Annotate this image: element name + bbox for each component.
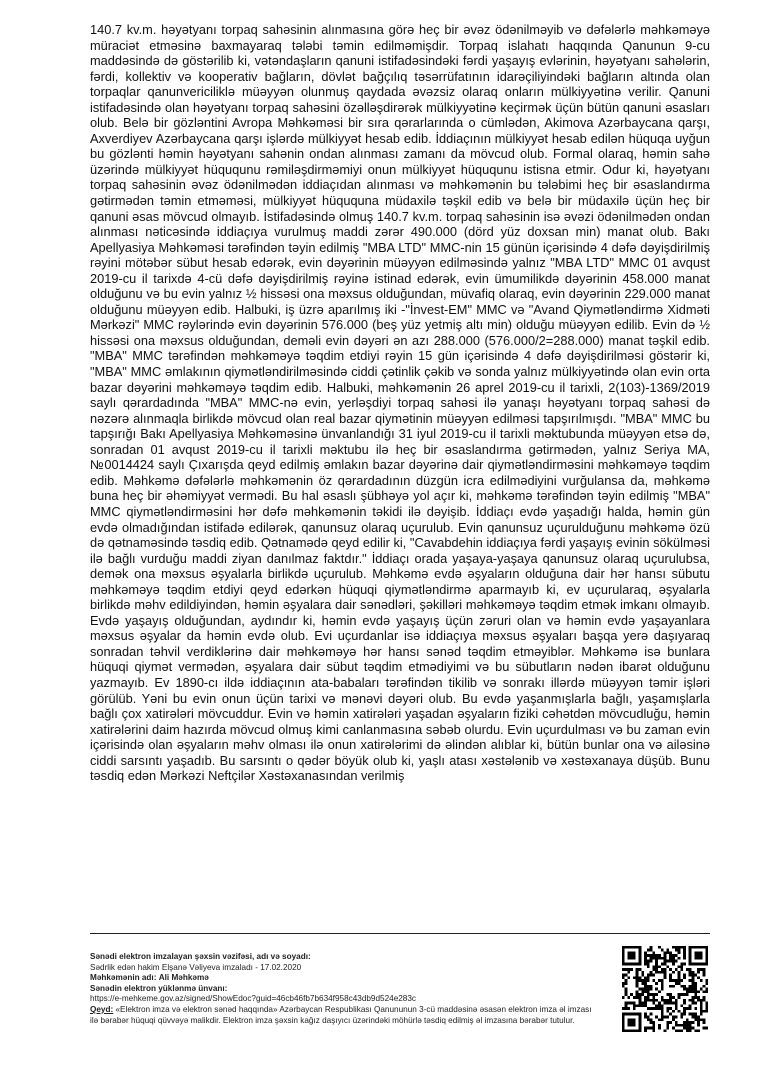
legal-note — [90, 1005, 595, 1026]
document-body-text: 140.7 kv.m. həyətyanı torpaq sahəsinin alınmasına görə heç bir əvəz ödənilməyib və dəfələrlə məhkəməyə müraciət etməsinə baxmayaraq tələbi təmin edilməmişdir. Torpaq islahatı haqqında Qanunun 9-cu maddəsində də göstərilib ki, vətəndaşların qanuni istifadəsindəki fərdi yaşayış evlərinin, həyətyanı sahələrin, fərdi, kollektiv və kooperativ bağların, dövlət bağçılıq təsərrüfatının idarəçiliyindəki bağların altında olan torpaqlar qanunvericiliklə müəyyən olunmuş qaydada əvəzsiz olaraq onların mülkiyyətinə verilir. Qanuni istifadəsində olan həyətyanı torpaq sahəsini özəlləşdirərək mülkiyyətinə keçirmək üçün bütün qanuni əsasları olub. Belə bir gözləntini Avropa Məhkəməsi bir sıra qərarlarında o cümlədən, Akimova Azərbaycana qarşı, Axverdiyev Azərbaycana qarşı işlərdə mülkiyyət hesab edib. İddiaçının mülkiyyət hesab edilən hüquqa uyğun bu gözlənti həmin həyətyanı sahənin ondan alınması zamanı da mövcud olub. Formal olaraq, həmin sahə üzərində mülkiyyət hüququnu rəmiləşdirməmiyi onun mülkiyyət hüququnu istisna etmir. Odur ki, həyətyanı torpaq sahəsinin əvəz ödənilmədən iddiaçıdan alınması və məhkəmənin bu tələbimi heç bir əsaslandırma gətirmədən təmin etməməsi, mülkiyyət hüququna müdaxilə təşkil edib və belə bir müdaxilə üçün heç bir qanuni əsas mövcud olmayıb. İstifadəsində olmuş 140.7 kv.m. torpaq sahəsinin isə əvəzi ödənilmədən ondan alınması nəticəsində iddiaçıya vurulmuş maddi zərər 490.000 (dörd yüz doxsan min) manat olub. Bakı Apellyasiya Məhkəməsi tərəfindən təyin edilmiş "MBA LTD" MMC-nin 15 günün içərisində 4 dəfə dəyişdirilmiş rəyini mötəbər sübut hesab edərək, evin dəyərinin müəyyən edilməsində yalnız "MBA LTD" MMC 01 avqust 2019-cu il tarixdə 4-cü dəfə dəyişdirilmiş rəyinə istinad edərək, evin ümumilikdə dəyərinin 458.000 manat olduğunu və bu evin yalnız ½ hissəsi ona məxsus olduğundan, müvafiq olaraq, evin dəyərinin 229.000 manat olduğunu müəyyən edib. Halbuki, iş üzrə aparılmış iki -"İnvest-EM" MMC və "Avand Qiymətləndirmə Xidməti Mərkəzi" MMC rəylərində evin dəyərinin 576.000 (beş yüz yetmiş altı min) olduğu müəyyən edilib. Evin də ½ hissəsi ona məxsus olduğundan, deməli evin dəyəri ən azı 288.000 (576.000/2=288.000) manat təşkil edib. "MBA" MMC tərəfindən məhkəməyə təqdim etdiyi rəyin 15 gün içərisində 4 dəfə dəyişdirilməsi göstərir ki, "MBA" MMC əmlakının qiymətləndirilməsində ciddi çətinlik çəkib və sonda yalnız mülkiyyətində olan evin orta bazar dəyərini məhkəməyə təqdim edib. Halbuki, məhkəmənin 26 aprel 2019-cu il tarixli, 2(103)-1369/2019 saylı qərardadında "MBA" MMC-nə evin, yerləşdiyi torpaq sahəsi ilə yanaşı həyətyanı torpaq sahəsi də nəzərə alınmaqla birlikdə mövcud olan real bazar qiymətinin müəyyən edilməsi tapşırılmışdı. "MBA" MMC bu tapşırığı Bakı Apellyasiya Məhkəməsinə ünvanlandığı 31 iyul 2019-cu il tarixli məktubunda müəyyən etsə də, sonradan 01 avqust 2019-cu il tarixli məktubu ilə heç bir əsaslandırma gətirmədən, yalnız Seriya MA, №0014424 saylı Çıxarışda qeyd edilmiş əmlakın bazar dəyərinə dair qiymətləndirməsini məhkəməyə təqdim edib. Məhkəmə dəfələrlə məhkəmənin öz qərardadının düzgün icra edilmədiyini vurğulansa da, məhkəmə buna heç bir əhəmiyyət vermədi. Bu hal əsaslı şübhəyə yol açır ki, məhkəmə tərəfindən təyin edilmiş "MBA" MMC qiymətləndirməsini hər dəfə məhkəmənin təkidi ilə dəyişib. İddiaçı evdə yaşadığı halda, həmin gün evdə olmadığından istifadə edilərək, qanunsuz olaraq uçurulub. Evin qanunsuz uçurulduğunu məhkəmə özü də qətnaməsində təsdiq edib. Qətnamədə qeyd edilir ki, "Cavabdehin iddiaçıya fərdi yaşayış evinin sökülməsi ilə bağlı vurduğu maddi ziyan danılmaz faktdır." İddiaçı orada yaşaya-yaşaya qanunsuz olaraq uçurulubsa, demək ona məxsus əşyalarla birlikdə uçurulub. Məhkəmə evdə əşyaların olduğuna dair hər hansı sübutu məhkəməyə təqdim etdiyi qeyd edərkən hüquqi qiymətləndirmə aparmayıb ki, ev uçurularaq, əşyalarla birlikdə məhv edildiyindən, həmin əşyalara dair sənədləri, şəkilləri məhkəməyə təqdim etmək imkanı olmayıb. Evdə yaşayış olduğundan, aydındır ki, həmin evdə yaşayış üçün zəruri olan və həmin evdə yaşayanlara məxsus əşyalar da həmin evdə olub. Evi uçurdanlar isə iddiaçıya məxsus əşyaları başqa yerə daşıyaraq sonradan təhvil verdiklərinə dair məhkəməyə hər hansı sənəd təqdim etməyiblər. Məhkəmə isə bunlara hüquqi qiymət vermədən, əşyalara dair sübut təqdim etmədiyimi və bu sübutların nədən ibarət olduğunu yazmayıb. Ev 1890-cı ildə iddiaçının ata-babaları tərəfindən tikilib və sonrakı illərdə müəyyən təmir işləri görülüb. Yəni bu evin onun üçün tarixi və mənəvi dəyəri olub. Bu evdə yaşanmışlarla bağlı, yaşamışlarla bağlı çox xatirələri mövcuddur. Evin və həmin xatirələri yaşadan əşyaların fiziki cəhətdən mövcudluğu, həmin xatirələrini daim hazırda mövcud olmuş kimi canlanmasına səbəb olurdu. Evin uçurdulması və bu zaman evin içərisində olan əşyaların məhv olması ilə onun xatirələrimi də əlindən alıblar ki, bütün bunlar ona və ailəsinə ciddi sarsıntı yaşadıb. Bu sarsıntı o qədər böyük olub ki, yaşlı atası xəstələnib və xəstəxanaya düşüb. Bunu təsdiq edən Mərkəzi Neftçilər Xəstəxanasından verilmiş — [90, 22, 710, 784]
court-value: Ali Məhkəmə — [158, 973, 209, 983]
footer-divider — [90, 933, 710, 934]
signer-value: Sədrlik edən hakim Elşanə Vəliyeva imzaladı - 17.02.2020 — [90, 962, 302, 972]
court-line — [90, 973, 595, 984]
court-label: Məhkəmənin adı: — [90, 973, 157, 983]
signature-footer — [90, 952, 595, 1026]
document-url-link[interactable]: https://e-mehkeme.gov.az/signed/ShowEdoc?guid=46cb46fb7b634f958c43db9d524e283c — [90, 994, 416, 1004]
note-text: «Elektron imza və elektron sənəd haqqında» Azərbaycan Respublikası Qanununun 3-cü maddəsinə əsasən elektron imza əl imzası ilə bərabər hüquqi qüvvəyə malikdir. Elektron imza şəxsin kağız daşıyıcı üzərindəki möhürlə təsdiq edilmiş əl imzasına bərabər tutulur. — [90, 1004, 592, 1025]
qr-code-icon — [619, 943, 711, 1035]
address-heading: Sənədin elektron yüklənmə ünvanı: — [90, 983, 228, 993]
note-label: Qeyd: — [90, 1004, 114, 1014]
signer-heading: Sənədi elektron imzalayan şəxsin vəzifəsi, adı və soyadı: — [90, 952, 311, 961]
